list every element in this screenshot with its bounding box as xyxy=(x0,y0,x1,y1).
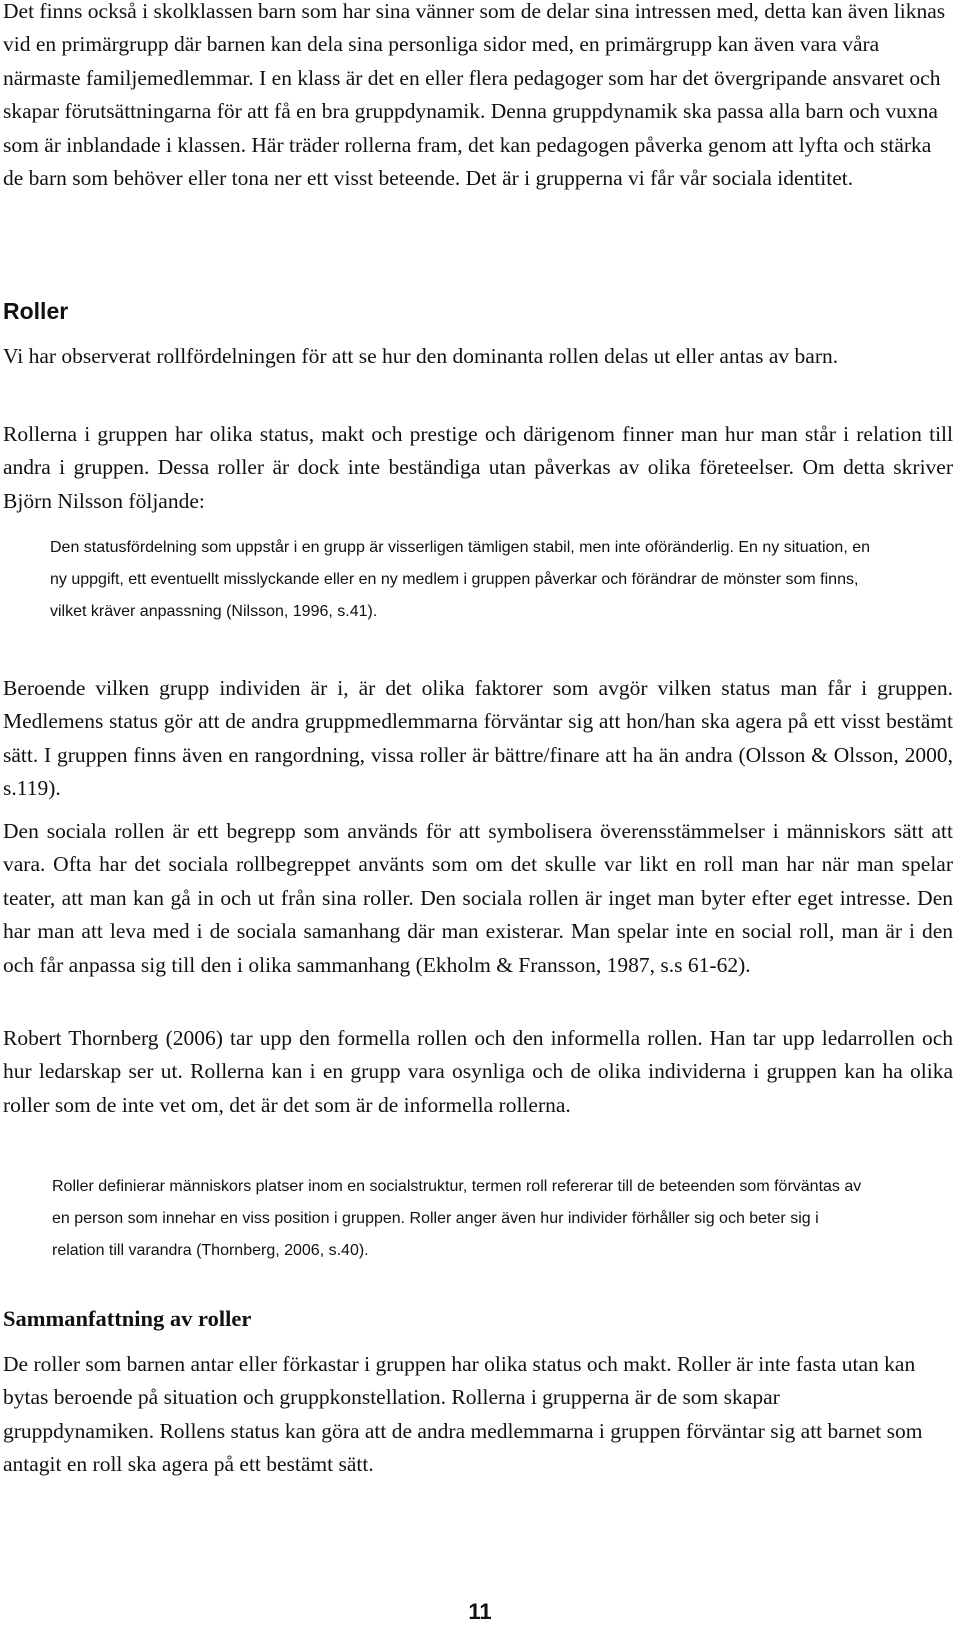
paragraph-status-factors: Beroende vilken grupp individen är i, är det olika faktorer som avgör vilken status man får i gruppen. Medlemens status gör att de andra gruppmedlemmarna förväntar sig att hon/han ska agera på ett visst bestämt sätt. I gruppen finns även en rangordning, vissa roller är bättre/finare att ha än andra (Olsson & Olsson, 2000, s.119). xyxy=(3,676,953,801)
heading-roller: Roller xyxy=(3,298,69,324)
paragraph-role-status: Rollerna i gruppen har olika status, makt och prestige och därigenom finner man hur man står i relation till andra i gruppen. Dessa roller är dock inte beständiga utan påverkas av olika företeelser. Om detta skriver Björn Nilsson följande: xyxy=(3,422,953,513)
paragraph-formal-informal-roles: Robert Thornberg (2006) tar upp den formella rollen och den informella rollen. Han tar upp ledarrollen och hur ledarskap ser ut. Rollerna kan i en grupp vara osynliga och de olika individerna i gruppen kan ha olika roller som de inte vet om, det är det som är de informella rollerna. xyxy=(3,1026,953,1117)
paragraph-social-role: Den sociala rollen är ett begrepp som används för att symbolisera överensstämmelser i människors sätt att vara. Ofta har det sociala rollbegreppet använts som om det skulle var likt en roll man har när man spelar teater, att man kan gå in och ut från sina roller. Den sociala rollen är inget man byter efter eget intresse. Den har man att leva med i de sociala samanhang där man existerar. Man spelar inte en social roll, man är i den och får anpassa sig till den i olika sammanhang (Ekholm & Fransson, 1987, s.s 61-62). xyxy=(3,819,953,977)
quote-thornberg: Roller definierar människors platser inom en socialstruktur, termen roll refererar till de beteenden som förväntas av en person som innehar en viss position i gruppen. Roller anger även hur individer förhåller sig och beter sig i relation till varandra (Thornberg, 2006, s.40). xyxy=(52,1178,862,1259)
paragraph-role-observation: Vi har observerat rollfördelningen för att se hur den dominanta rollen delas ut eller antas av barn. xyxy=(3,344,839,368)
page-number: 11 xyxy=(468,1599,492,1624)
quote-nilsson: Den statusfördelning som uppstår i en grupp är visserligen tämligen stabil, men inte oföränderlig. En ny situation, en ny uppgift, ett eventuellt misslyckande eller en ny medlem i gruppen påverkar och förändrar de mönster som finns, vilket kräver anpassning (Nilsson, 1996, s.41). xyxy=(50,539,871,620)
paragraph-primary-group: Det finns också i skolklassen barn som har sina vänner som de delar sina intressen med, detta kan även liknas vid en primärgrupp där barnen kan dela sina personliga sidor med, en primärgrupp kan även vara våra närmaste familjemedlemmar. I en klass är det en eller flera pedagoger som har det övergripande ansvaret och skapar förutsättningarna för att få en bra gruppdynamik. Denna gruppdynamik ska passa alla barn och vuxna som är inblandade i klassen. Här träder rollerna fram, det kan pedagogen påverka genom att lyfta och stärka de barn som behöver eller tona ner ett visst beteende. Det är i grupperna vi får vår sociala identitet. xyxy=(3,0,946,191)
heading-summary-of-roles: Sammanfattning av roller xyxy=(3,1306,252,1331)
paragraph-summary: De roller som barnen antar eller förkastar i gruppen har olika status och makt. Roller är inte fasta utan kan bytas beroende på situation och gruppkonstellation. Rollerna i grupperna är de som skapar gruppdynamiken. Rollens status kan göra att de andra medlemmarna i gruppen förväntar sig att barnet som antagit en roll ska agera på ett bestämt sätt. xyxy=(3,1352,923,1477)
